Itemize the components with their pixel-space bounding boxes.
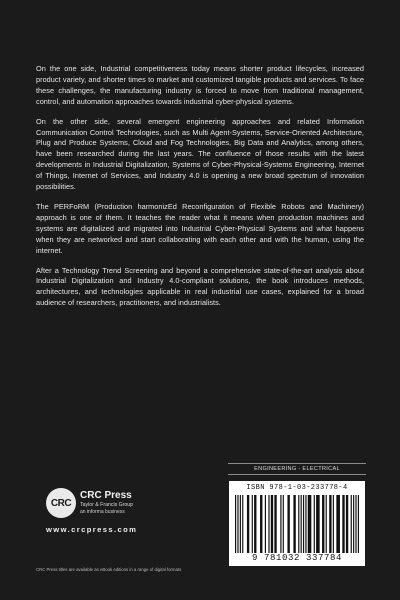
barcode-bar (336, 495, 340, 553)
subject-category: ENGINEERING - ELECTRICAL (228, 463, 366, 475)
barcode-bar (240, 495, 241, 553)
barcode-bar (305, 495, 306, 553)
barcode-bar (314, 495, 315, 553)
publisher-logo-text (80, 490, 200, 515)
barcode-bar (346, 495, 348, 553)
blurb-paragraph-2: On the other side, several emergent engineering approaches and related Information Communication Control Technologies, such as Multi Agent-Systems, Service-Oriented Architecture, Plug and Produce Systems, Cloud and Fog Technologies, Big Data and Analytics, among others, have been researched during the last years. The confluence of those results with the latest developments in Industrial Digitalization, Systems of Cyber-Physical-Systems Engineering, Internet of Things, Internet of Services, and Industry 4.0 is opening a new broad spectrum of innovation possibilities. (36, 116, 364, 192)
publisher-name: CRC Press (80, 490, 132, 501)
barcode-bar (298, 495, 299, 553)
publisher-group: Taylor & Francis Group (80, 502, 134, 508)
barcode-bar (254, 495, 256, 553)
blurb-paragraph-3: The PERFoRM (Production harmonizEd Reconfiguration of Flexible Robots and Machinery) approach is one of them. It teaches the reader what it means when production machines and systems are digitalized and migrated into Industrial Cyber-Physical Systems and what happens when they are networked and start collaborating with each other and with the human, using the internet. (36, 201, 364, 255)
barcode-bar (353, 495, 354, 553)
crc-logo-mark: CRC (46, 488, 76, 518)
publisher-website: www.crcpress.com (46, 525, 138, 534)
barcode-bar (260, 495, 262, 553)
barcode-bar (235, 495, 236, 553)
barcode-bar (326, 495, 327, 553)
barcode-bar (355, 495, 356, 553)
barcode-bar (271, 495, 273, 553)
publisher-tagline: an informa business (80, 509, 125, 515)
barcode-bar (274, 495, 276, 553)
barcode-bar (268, 495, 269, 553)
barcode-bar (351, 495, 352, 553)
barcode-bar (342, 495, 344, 553)
barcode-bar (242, 495, 243, 553)
barcode-bar (303, 495, 304, 553)
blurb-paragraph-4: After a Technology Trend Screening and beyond a comprehensive state-of-the-art analysis about Industrial Digitalization and Industry 4.0-compliant solutions, the book introduces methods, architectures, and technologies applicable in real industrial use cases, explained for a broad audience of researchers, practitioners, and industrialists. (36, 265, 364, 308)
barcode-bar (316, 495, 320, 553)
barcode-graphic (235, 495, 359, 553)
blurb-paragraph-1: On the one side, Industrial competitiveness today means shorter product lifecycles, increased product variety, and shorter times to market and customized tangible products and services. To face these challenges, the manufacturing industry is forced to move from traditional management, control, and automation approaches towards industrial cyber-physical systems. (36, 64, 364, 106)
barcode-panel (229, 481, 365, 566)
barcode-bar (322, 495, 324, 553)
barcode-bar (293, 495, 295, 553)
barcode-bar (283, 495, 284, 553)
blurb (36, 64, 364, 318)
barcode-bar (333, 495, 334, 553)
barcode-bar (329, 495, 331, 553)
barcode-bar (252, 495, 253, 553)
barcode-bar (265, 495, 266, 553)
barcode-bar (280, 495, 281, 553)
barcode-bar (308, 495, 312, 553)
barcode-bar (287, 495, 289, 553)
barcode-bar (358, 495, 359, 553)
barcode-bar (301, 495, 302, 553)
ean-number: 9 781032 337784 (251, 553, 342, 563)
barcode-bar (237, 495, 238, 553)
isbn-label: ISBN 978-1-03-233778-4 (246, 484, 348, 492)
barcode-bar (247, 495, 249, 553)
ebook-footnote: CRC Press titles are available as eBook editions in a range of digital formats (36, 567, 182, 572)
